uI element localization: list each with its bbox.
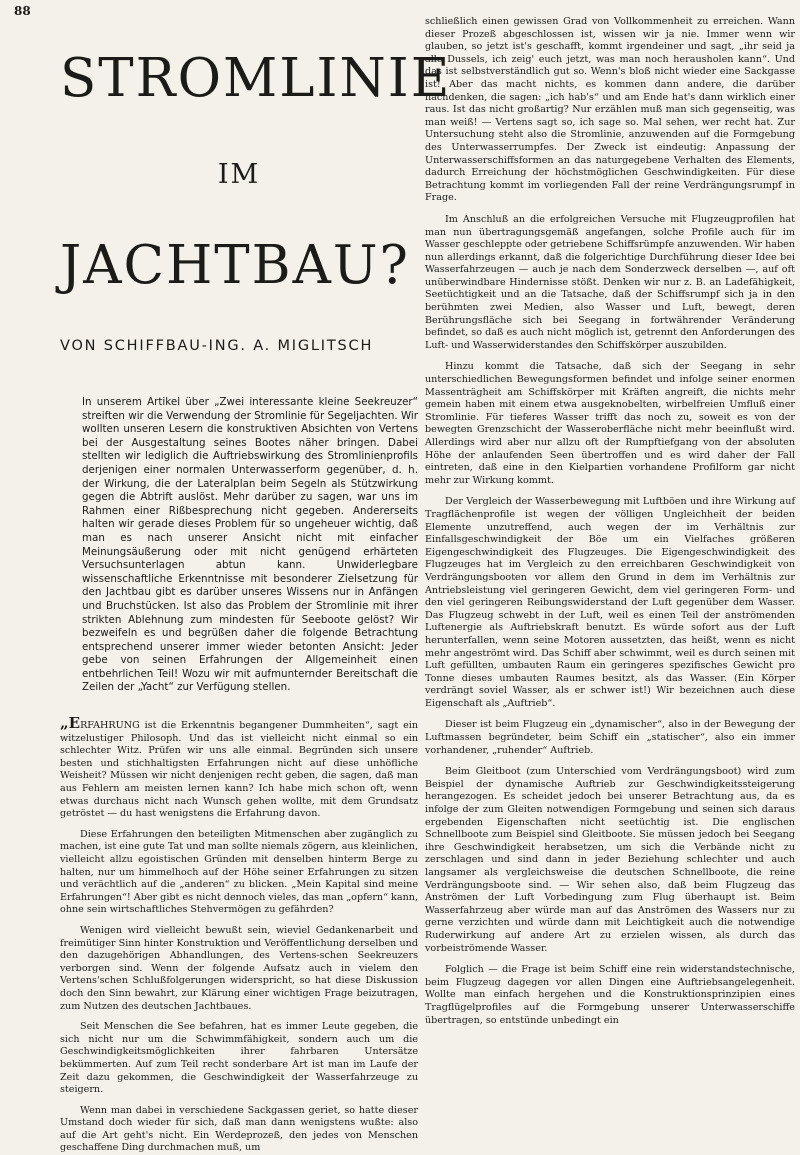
drop-cap: „E (60, 714, 81, 733)
body-paragraph: Beim Gleitboot (zum Unterschied vom Verdrängungsboot) wird zum Beispiel der dynamische Auftrieb zur Geschwindigkeitssteigerung herangezogen. Es scheidet jedoch bei unserer Betrachtung aus, da es infolge der zum Gleiten notwendigen Formgebung und seinen sich daraus ergebenden Eigenschaften nicht seetüchtig ist. Die englischen Schnellboote zum Beispiel sind Gleitboote. Sie müssen jedoch bei Seegang ihre Geschwindigkeit herabsetzen, um sich die Verbände nicht zu zerschlagen und sind dann in jeder Beziehung schlechter und auch langsamer als vergleichsweise die deutschen Schnellboote, die reine Verdrängungsboote sind. — Wir sehen also, daß beim Flugzeug das Anströmen der Luft Vorbedingung zum Flug überhaupt ist. Beim Wasserfahrzeug aber würde man auf das Anströmen des Wassers nur zu gerne verzichten und würde dann mit Leichtigkeit auch die notwendige Ruderwirkung auf andere Art zu erzielen wissen, als durch das vorbeiströmende Wasser. (425, 766, 795, 954)
body-paragraph: Dieser ist beim Flugzeug ein „dynamischer“, also in der Bewegung der Luftmassen begründeter, beim Schiff ein „statischer“, also ein immer vorhandener, „ruhender“ Auftrieb. (425, 719, 795, 756)
body-paragraph: Im Anschluß an die erfolgreichen Versuche mit Flugzeugprofilen hat man nun übertragungsgemäß angefangen, solche Profile auch für im Wasser geschleppte oder getriebene Schiffsrümpfe anzuwenden. Wir haben nun allerdings erkannt, daß die folgerichtige Durchführung dieser Idee bei Wasserfahrzeugen — auch je nach dem Sonderzweck derselben —, auf oft unüberwindbare Hindernisse stößt. Denken wir nur z. B. an Ladefähigkeit, Seetüchtigkeit und an die Tatsache, daß der Schiffsrumpf sich ja in den berühmten zwei Medien, also Wasser und Luft, bewegt, deren Berührungsfläche sich bei Seegang in fortwährender Veränderung befindet, so daß es auch nicht möglich ist, getrennt den Anforderungen des Luft- und Wasserwiderstandes den Schiffskörper auszubilden. (425, 213, 795, 351)
body-paragraph: Diese Erfahrungen den beteiligten Mitmenschen aber zugänglich zu machen, ist eine gute Tat und man sollte niemals zögern, aus kleinlichen, vielleicht allzu egoistischen Gründen mit denselben hinterm Berge zu halten, nur um himmelhoch auf der Höhe seiner Erfahrungen zu sitzen und verächtlich auf die „anderen“ zu blicken. „Mein Kapital sind meine Erfahrungen“! Aber gibt es nicht dennoch vieles, das man „opfern“ kann, ohne sein wirtschaftliches Stehvermögen zu gefährden? (60, 828, 418, 916)
paragraph-text: RFAHRUNG ist die Erkenntnis begangener Dummheiten“, sagt ein witzelustiger Philosoph. Und das ist vielleicht nicht einmal so ein schlechter Witz. Prüfen wir uns alle einmal. Begründen sich unsere besten und stichhaltigsten Erfahrungen nicht auf diese unhöfliche Weisheit? Müssen wir nicht denjenigen recht geben, die sagen, daß man aus Fehlern am meisten lernen kann? Ich habe mich schon oft, wenn etwas durchaus nicht nach Wunsch gehen wollte, mit dem Grundsatz getröstet — du hast wenigstens die Erfahrung davon. (60, 720, 418, 820)
left-column (60, 30, 452, 1155)
page-number: 88 (14, 4, 31, 18)
title-line-3: JACHTBAU? (60, 235, 410, 296)
title-line-1: STROMLINIE (60, 48, 452, 109)
body-paragraph (60, 714, 418, 821)
body-paragraph: Wenn man dabei in verschiedene Sackgassen geriet, so hatte dieser Umstand doch wieder für sich, daß man dann wenigstens wußte: also auf die Art geht's nicht. Ein Werdeprozeß, den jedes von Menschen geschaffene Ding durchmachen muß, um (60, 1104, 418, 1154)
body-paragraph: Der Vergleich der Wasserbewegung mit Luftböen und ihre Wirkung auf Tragflächenprofile ist wegen der völligen Ungleichheit der beiden Elemente unzutreffend, auch wegen der im Verhältnis zur Einfallsgeschwindigkeit der Böe um ein Vielfaches größeren Eigengeschwindigkeit des Flugzeuges. Die Eigengeschwindigkeit des Flugzeuges hat im Vergleich zu den erreichbaren Geschwindigkeit von Verdrängungsbooten vor allem den Grund in dem im Verhältnis zur Antriebsleistung viel geringeren Gewicht, dem viel geringeren Form- und den viel geringeren Reibungswiderstand der Luft gegenüber dem Wasser. Das Flugzeug schwebt in der Luft, weil es einen Teil der anströmenden Luftenergie als Auftriebskraft benutzt. Es würde sofort aus der Luft herunterfallen, wenn seine Motoren aussetzten, das heißt, wenn es nicht mehr angeströmt wird. Das Schiff aber schwimmt, weil es durch seinen mit Luft gefüllten, umbauten Raum ein geringeres spezifisches Gewicht pro Tonne dieses umbauten Raumes besitzt, als das Wasser. (Ein Körper verdrängt soviel Wasser, als er schwer ist!) Wir bezeichnen auch diese Eigenschaft als „Auftrieb“. (425, 496, 795, 709)
intro-paragraph: In unserem Artikel über „Zwei interessante kleine Seekreuzer“ streiften wir die Verwendung der Stromlinie für Segeljachten. Wir wollten unseren Lesern die konstruktiven Absichten von Vertens bei der Ausgestaltung seines Bootes näher bringen. Dabei stellten wir lediglich die Auftriebswirkung des Stromlinienprofils derjenigen einer normalen Unterwasserform gegenüber, d. h. der Wirkung, die der Lateralplan beim Segeln als Stützwirkung gegen die Abtrift auslöst. Mehr darüber zu sagen, war uns im Rahmen einer Rißbesprechung nicht gegeben. Andererseits halten wir gerade dieses Problem für so ungeheuer wichtig, daß man es nach unserer Ansicht nicht mit einfacher Meinungsäußerung oder mit nicht genügend erhärteten Versuchsunterlagen abtun kann. Unwiderlegbare wissenschaftliche Erkenntnisse mit besonderer Zielsetzung für den Jachtbau gibt es darüber unseres Wissens nur in Anfängen und Bruchstücken. Ist also das Problem der Stromlinie mit ihrer strikten Ablehnung zum mindesten für Seeboote gelöst? Wir bezweifeln es und begrüßen daher die folgende Betrachtung entsprechend unserer immer wieder betonten Ansicht: Jeder gebe von seinen Erfahrungen der Allgemeinheit einen entbehrlichen Teil! Wozu wir mit aufmunternder Bereitschaft die Zeilen der „Yacht“ zur Verfügung stellen. (82, 396, 418, 694)
body-paragraph: Wenigen wird vielleicht bewußt sein, wieviel Gedankenarbeit und freimütiger Sinn hinter Konstruktion und Veröffentlichung derselben und den dazugehörigen Abhandlungen, des Vertens-schen Seekreuzers verborgen sind. Wenn der folgende Aufsatz auch in vielem den Vertens'schen Schlußfolgerungen widerspricht, so hat diese Diskussion doch den Sinn bewahrt, zur Klärung einer wichtigen Frage beizutragen, zum Nutzen des deutschen Jachtbaues. (60, 924, 418, 1012)
right-column (425, 16, 795, 1027)
body-paragraph: Hinzu kommt die Tatsache, daß sich der Seegang in sehr unterschiedlichen Bewegungsformen befindet und infolge seiner enormen Massenträgheit am Schiffskörper mit Kräften angreift, die nichts mehr gemein haben mit einem etwa ausgeknobelten, wirbelfreien Umfluß einer Stromlinie. Für tieferes Wasser trifft das noch zu, soweit es von der bewegten Grenzschicht der Wasseroberfläche nicht mehr beeinflußt wird. Allerdings wird aber nur allzu oft der Rumpftiefgang von der absoluten Höhe der anlaufenden Seen übertroffen und es wird daher der Fall eintreten, daß eine in den Kielpartien vorhandene Profilform gar nicht mehr zur Wirkung kommt. (425, 361, 795, 486)
body-paragraph: Folglich — die Frage ist beim Schiff eine rein widerstandstechnische, beim Flugzeug dagegen vor allen Dingen eine Auftriebsangelegenheit. Wollte man einfach hergehen und die Konstruktionsprinzipien eines Tragflügelprofiles auf die Formgebung unserer Unterwasserschiffe übertragen, so entstünde unbedingt ein (425, 964, 795, 1026)
body-paragraph: schließlich einen gewissen Grad von Vollkommenheit zu erreichen. Wann dieser Prozeß abgeschlossen ist, wissen wir ja nie. Immer wenn wir glauben, so jetzt ist's geschafft, kommt irgendeiner und sagt, „ihr seid ja alle Dussels, ich zeig' euch jetzt, was man noch herausholen kann“. Und das ist selbstverständlich gut so. Wenn's bloß nicht wieder eine Sackgasse ist! Aber das macht nichts, es kommen dann andere, die darüber nachdenken, die sagen: „ich hab's“ und am Ende hat's dann wirklich einer raus. Ist das nicht großartig? Nur erzählen muß man sich gegenseitig, was man weiß! — Vertens sagt so, ich sage so. Mal sehen, wer recht hat. Zur Untersuchung steht also die Stromlinie, anzuwenden auf die Formgebung des Unterwasserrumpfes. Der Zweck ist eindeutig: Anpassung der Unterwasserschiffsformen an das naturgegebene Verhalten des Elements, dadurch Erreichung der höchstmöglichen Geschwindigkeiten. Für diese Betrachtung kommt im vorliegenden Fall der reine Verdrängungsrumpf in Frage. (425, 16, 795, 204)
byline: VON SCHIFFBAU-ING. A. MIGLITSCH (60, 338, 374, 354)
body-paragraph: Seit Menschen die See befahren, hat es immer Leute gegeben, die sich nicht nur um die Schwimmfähigkeit, sondern auch um die Geschwindigkeitsmöglichkeiten ihrer fahrbaren Untersätze bekümmerten. Auf zum Teil recht sonderbare Art ist man im Laufe der Zeit dazu gekommen, die Geschwindigkeit der Wasserfahrzeuge zu steigern. (60, 1021, 418, 1096)
title-line-2: IM (217, 159, 261, 190)
